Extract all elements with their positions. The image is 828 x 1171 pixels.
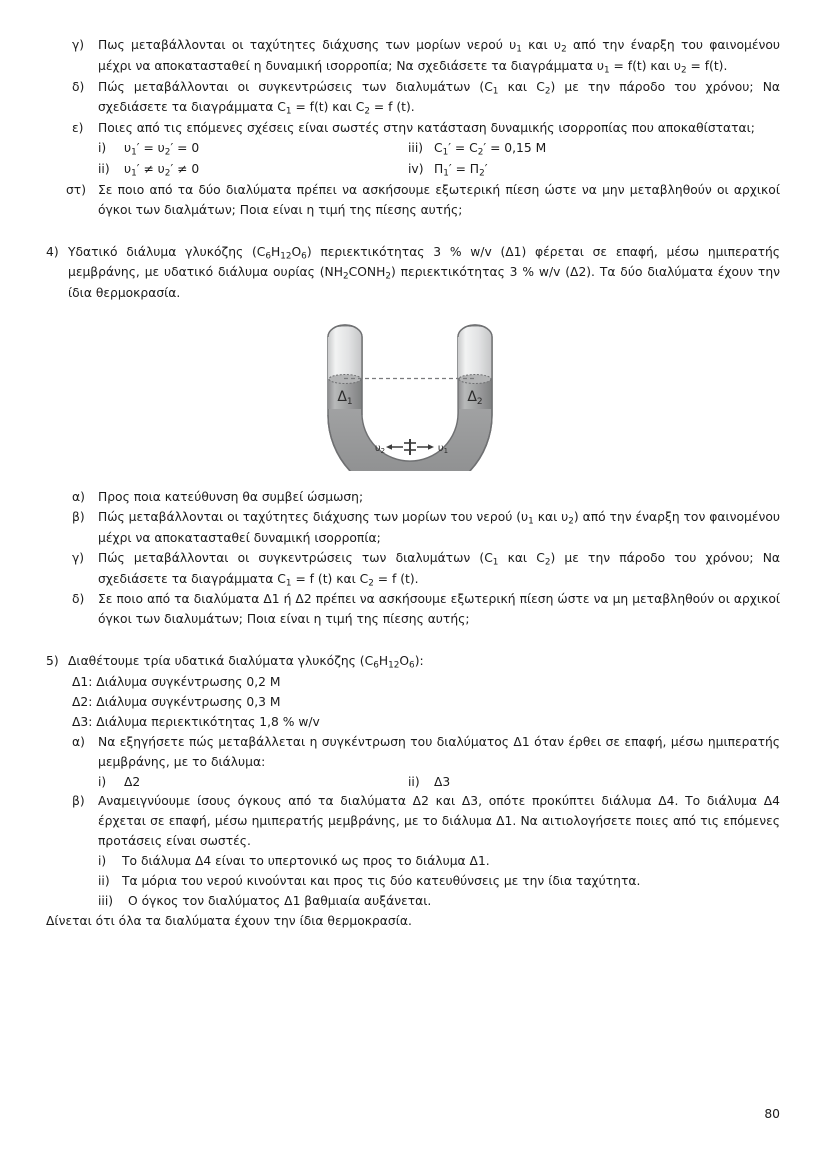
list-text: Αναμειγνύουμε ίσους όγκους από τα διαλύματα Δ2 και Δ3, οπότε προκύπτει διάλυμα Δ4. Το διάλυμα Δ4 έρχεται σε επαφή, μέσω ημιπερατής μεμβράνης, με το διάλυμα Δ1. Να αιτιολογήσετε ποιες από τις επόμενες προτάσεις είναι σωστές. (98, 794, 780, 849)
option-item (98, 139, 408, 160)
question-marker: 4) (46, 244, 59, 259)
spacer (40, 479, 780, 488)
option-marker: i) (98, 774, 107, 789)
list-item (40, 508, 780, 549)
option-marker: ii) (408, 774, 420, 789)
list-item (40, 590, 780, 630)
list-marker: γ) (72, 550, 85, 565)
spacer (40, 630, 780, 652)
option-text: $C_1' = C_2' = 0,15$ M (434, 141, 547, 158)
list-text: Σε ποιο από τα δύο διαλύματα πρέπει να ασκήσουμε εξωτερική πίεση ώστε να μην μεταβληθούν οι αρχικοί όγκοι των διαλμάτων; Ποια είναι η τιμή της πίεσης αυτής; (98, 182, 780, 217)
solution-line (40, 673, 780, 693)
list-marker: β) (72, 510, 85, 525)
list-text: Πώς μεταβάλλονται οι συγκεντρώσεις των διαλυμάτων ($C_1$ και $C_2$) με την πάροδο του χρόνου; Να σχεδιάσετε τα διαγράμματα $C_1 = f(t)$ και $C_2 = f$ (t). (98, 79, 781, 117)
spacer (40, 304, 780, 313)
list-item (40, 36, 780, 78)
list-marker: iii) (98, 893, 114, 908)
question-4 (40, 243, 780, 631)
solution-line (40, 693, 780, 713)
option-row (40, 160, 780, 181)
question-marker: 5) (46, 654, 59, 669)
solution-text: Δ1: Διάλυμα συγκέντρωσης 0,2 M (72, 675, 281, 689)
list-text: Προς ποια κατεύθυνση θα συμβεί ώσμωση; (98, 490, 364, 505)
list-marker: α) (72, 490, 85, 505)
right-tube-empty (458, 325, 492, 379)
list-marker: α) (72, 734, 85, 749)
question-5 (40, 652, 780, 932)
list-marker: ii) (98, 874, 110, 889)
list-item (40, 119, 780, 139)
option-marker: iii) (408, 141, 424, 156)
list-item (40, 78, 780, 120)
left-tube-empty (328, 325, 362, 379)
list-text: Πως μεταβάλλονται οι ταχύτητες διάχυσης των μορίων νερού $\upsilon_1$ και $\upsilon_2$ από την έναρξη του φαινομένου μέχρι να αποκατασταθεί η δυναμική ισορροπία; Να σχεδιάσετε τα διαγράμματα $\upsilon_1 = f(t)$ και $\upsilon_2 = f(t)$. (98, 38, 780, 76)
list-item (40, 733, 780, 773)
option-item (408, 139, 708, 160)
option-item (408, 773, 708, 793)
question-3-tail (40, 36, 780, 221)
list-text: Σε ποιο από τα διαλύματα Δ1 ή Δ2 πρέπει να ασκήσουμε εξωτερική πίεση ώστε να μη μεταβληθούν οι αρχικοί όγκοι των διαλυμάτων; Ποια είναι η τιμή της πίεσης αυτής; (98, 592, 780, 627)
option-text: Δ2 (124, 774, 141, 789)
list-marker: β) (72, 794, 85, 809)
list-item (40, 181, 780, 221)
list-item (40, 549, 780, 591)
option-item (408, 160, 708, 181)
closing-line (40, 912, 780, 932)
list-marker: δ) (72, 79, 85, 94)
page-content (40, 36, 780, 932)
question-intro (40, 243, 780, 305)
list-text: Ο όγκος τον διαλύματος Δ1 βαθμιαία αυξάνεται. (128, 893, 432, 908)
option-marker: iv) (408, 161, 424, 176)
list-item (40, 488, 780, 508)
list-text: Να εξηγήσετε πώς μεταβάλλεται η συγκέντρωση του διαλύματος Δ1 όταν έρθει σε επαφή, μέσω ημιπερατής μεμβράνης, με το διάλυμα: (98, 734, 780, 769)
option-marker: i) (98, 141, 107, 156)
list-item (40, 892, 780, 912)
question-text: Διαθέτουμε τρία υδατικά διαλύματα γλυκόζης $(C_6H_{12}O_6)$: (68, 654, 424, 671)
option-text: $\Pi_1' = \Pi_2'$ (434, 161, 488, 179)
solution-text: Δ3: Διάλυμα περιεκτικότητας 1,8 % w/v (72, 714, 320, 729)
label-delta-2: $\Delta_2$ (467, 389, 483, 408)
page-number: 80 (764, 1107, 780, 1121)
list-item (40, 852, 780, 872)
option-item (98, 160, 408, 181)
list-item (40, 872, 780, 892)
solution-text: Δ2: Διάλυμα συγκέντρωσης 0,3 M (72, 694, 281, 709)
option-row (40, 773, 780, 793)
option-text: Δ3 (434, 774, 451, 789)
closing-text: Δίνεται ότι όλα τα διαλύματα έχουν την ίδια θερμοκρασία. (46, 913, 412, 928)
solution-line (40, 713, 780, 733)
u-tube-osmosis-diagram (310, 321, 510, 471)
option-text: $\upsilon_1' = \upsilon_2' = 0$ (124, 141, 200, 158)
list-marker: ε) (72, 121, 84, 136)
list-text: Πώς μεταβάλλονται οι συγκεντρώσεις των διαλυμάτων ($C_1$ και $C_2$) με την πάροδο του χρόνου; Να σχεδιάσετε τα διαγράμματα $C_1 = f$ (t) και $C_2 = f$ (t). (98, 550, 781, 589)
list-marker: γ) (72, 38, 85, 52)
question-text: Υδατικό διάλυμα γλυκόζης $(C_6H_{12}O_6)$ περιεκτικότητας 3 % w/v (Δ1) φέρεται σε επαφή, μέσω ημιπερατής μεμβράνης, με υδατικό διάλυμα ουρίας $(NH_2CONH_2)$ περιεκτικότητας 3 % w/v (Δ2). Τα δύο διαλύματα έχουν την ίδια θερμοκρασία. (68, 244, 780, 301)
u-tube-svg (310, 321, 510, 471)
label-velocity-1: $\upsilon_1$ (437, 443, 449, 456)
option-row (40, 139, 780, 160)
list-marker: στ) (66, 182, 86, 197)
list-text: Πώς μεταβάλλονται οι ταχύτητες διάχυσης των μορίων του νερού ($\upsilon_1$ και $\upsilon_2$) από την έναρξη τον φαινομένου μέχρι να αποκατασταθεί δυναμική ισορροπία; (98, 510, 780, 545)
list-text: Τα μόρια του νερού κινούνται και προς τις δύο κατευθύνσεις με την ίδια ταχύτητα. (122, 874, 641, 889)
label-velocity-2: $\upsilon_2$ (374, 443, 386, 456)
list-text: Ποιες από τις επόμενες σχέσεις είναι σωστές στην κατάσταση δυναμικής ισορροπίας που αποκαθίσταται; (98, 121, 755, 136)
spacer (40, 221, 780, 243)
list-item (40, 792, 780, 852)
label-delta-1: $\Delta_1$ (337, 389, 353, 408)
option-marker: ii) (98, 161, 110, 176)
figure-container (40, 321, 780, 471)
option-text: $\upsilon_1' \ne \upsilon_2' \ne 0$ (124, 161, 200, 179)
list-marker: δ) (72, 592, 85, 607)
option-item (98, 773, 408, 793)
question-intro (40, 652, 780, 673)
list-text: Το διάλυμα Δ4 είναι το υπερτονικό ως προς το διάλυμα Δ1. (122, 854, 490, 869)
list-marker: i) (98, 854, 107, 869)
